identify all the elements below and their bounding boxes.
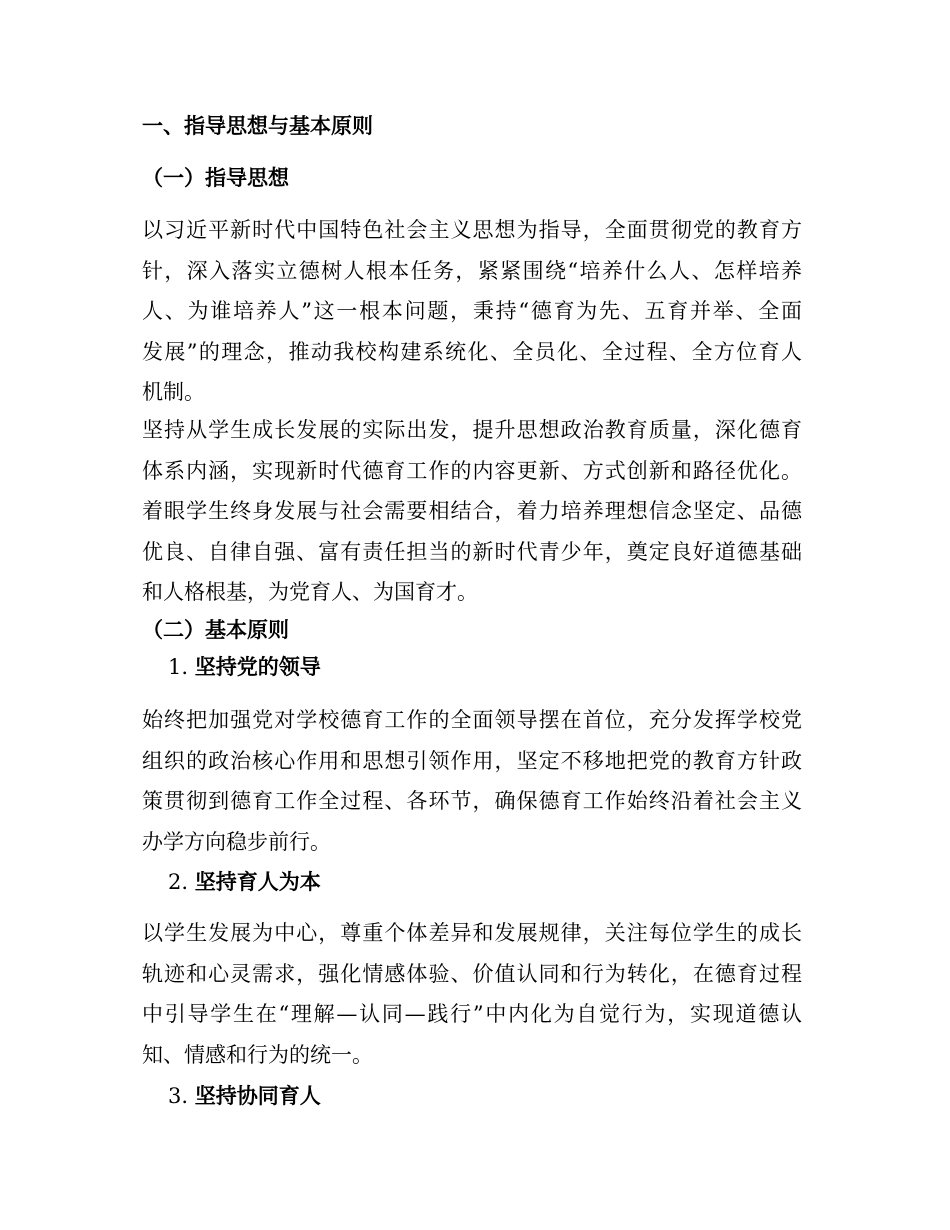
paragraph-principle-1 xyxy=(142,700,802,862)
principle-title: 坚持育人为本 xyxy=(194,869,321,894)
principle-number: 1. xyxy=(168,655,189,679)
text-line: 发展”的理念，推动我校构建系统化、全员化、全过程、全方位育人 xyxy=(142,339,802,364)
section-title: 一、指导思想与基本原则 xyxy=(142,113,373,138)
principle-title: 坚持协同育人 xyxy=(194,1083,321,1108)
subsection-title-basic-principles: （二）基本原则 xyxy=(142,617,289,642)
principle-title: 坚持党的领导 xyxy=(194,654,321,679)
principle-heading-3 xyxy=(168,1080,321,1112)
text-line: 办学方向稳步前行。 xyxy=(142,829,331,854)
text-line: 和人格根基，为党育人、为国育才。 xyxy=(142,580,478,604)
text-line: 优良、自律自强、富有责任担当的新时代青少年，奠定良好道德基础 xyxy=(142,539,802,564)
text-line: 知、情感和行为的统一。 xyxy=(142,1042,373,1067)
text-line: 机制。 xyxy=(142,380,205,404)
text-line: 策贯彻到德育工作全过程、各环节，确保德育工作始终沿着社会主义 xyxy=(142,789,802,813)
text-line: 以学生发展为中心，尊重个体差异和发展规律，关注每位学生的成长 xyxy=(142,921,802,945)
paragraph-guiding-ideology-2 xyxy=(142,410,802,613)
text-line: 中引导学生在“理解—认同—践行”中内化为自觉行为，实现道德认 xyxy=(142,1002,802,1026)
principle-heading-2 xyxy=(168,866,321,898)
text-line: 坚持从学生成长发展的实际出发，提升思想政治教育质量，深化德育 xyxy=(142,418,802,442)
subsection-title-guiding-ideology: （一）指导思想 xyxy=(142,165,289,190)
text-line: 针，深入落实立德树人根本任务，紧紧围绕“培养什么人、怎样培养 xyxy=(142,258,802,283)
paragraph-principle-2 xyxy=(142,913,802,1075)
principle-number: 3. xyxy=(168,1084,189,1108)
text-line: 以习近平新时代中国特色社会主义思想为指导，全面贯彻党的教育方 xyxy=(142,218,802,242)
text-line: 轨迹和心灵需求，强化情感体验、价值认同和行为转化，在德育过程 xyxy=(142,961,802,986)
paragraph-guiding-ideology-1 xyxy=(142,210,802,413)
principle-number: 2. xyxy=(168,870,189,894)
text-line: 始终把加强党对学校德育工作的全面领导摆在首位，充分发挥学校党 xyxy=(142,708,802,732)
text-line: 人、为谁培养人”这一根本问题，秉持“德育为先、五育并举、全面 xyxy=(142,299,802,323)
text-line: 体系内涵，实现新时代德育工作的内容更新、方式创新和路径优化。 xyxy=(142,458,802,483)
text-line: 组织的政治核心作用和思想引领作用，坚定不移地把党的教育方针政 xyxy=(142,748,802,773)
principle-heading-1 xyxy=(168,651,321,683)
text-line: 着眼学生终身发展与社会需要相结合，着力培养理想信念坚定、品德 xyxy=(142,499,802,523)
